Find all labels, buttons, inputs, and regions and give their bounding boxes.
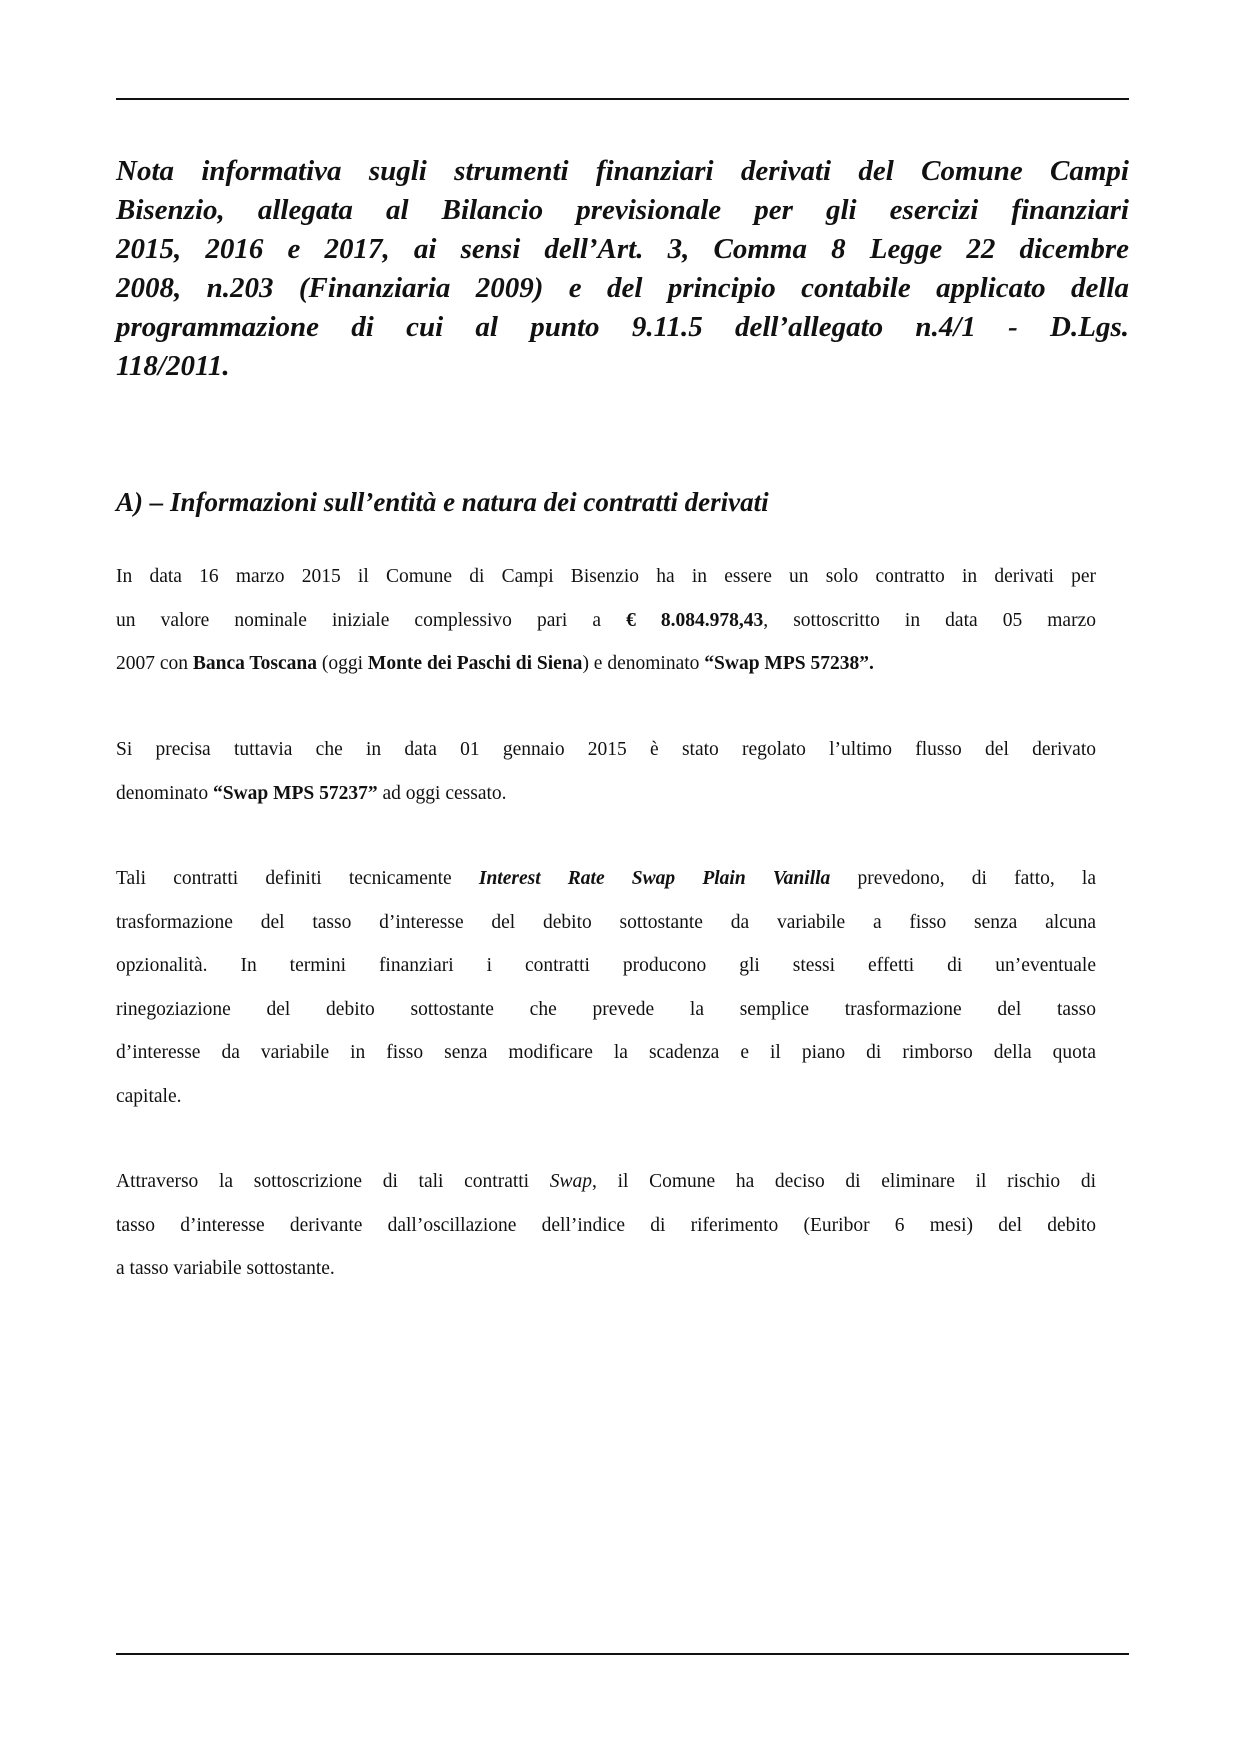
header-rule bbox=[116, 98, 1129, 100]
text-segment: capitale. bbox=[116, 1085, 182, 1107]
text-line bbox=[116, 555, 1096, 599]
title-line: 118/2011. bbox=[116, 350, 230, 382]
text-segment: prevedono, di fatto, la bbox=[830, 868, 1096, 889]
text-line bbox=[116, 1160, 1096, 1204]
footer-rule bbox=[116, 1653, 1129, 1655]
text-segment: d’interesse da variabile in fisso senza modificare la scadenza e il piano di rimborso della quota bbox=[116, 1042, 1096, 1063]
text-segment: (oggi bbox=[317, 653, 368, 674]
text-segment: Tali contratti definiti tecnicamente bbox=[116, 868, 479, 889]
text-line bbox=[116, 944, 1096, 988]
emphasized-text: Interest Rate Swap Plain Vanilla bbox=[478, 868, 831, 889]
title-line: 2015, 2016 e 2017, ai sensi dell’Art. 3, Comma 8 Legge 22 dicembre bbox=[116, 233, 1129, 265]
text-segment: , sottoscritto in data 05 marzo bbox=[763, 609, 1096, 631]
emphasized-text: Banca Toscana bbox=[192, 653, 317, 674]
title-line: 2008, n.203 (Finanziaria 2009) e del principio contabile applicato della bbox=[116, 272, 1129, 304]
text-segment: 2007 con bbox=[116, 653, 193, 674]
emphasized-text: Swap bbox=[549, 1171, 593, 1192]
text-line bbox=[116, 1247, 1096, 1291]
paragraph-expired-swap bbox=[116, 728, 1096, 815]
text-line bbox=[116, 599, 1096, 643]
text-line bbox=[116, 1075, 1096, 1119]
emphasized-text: Monte dei Paschi di Siena bbox=[367, 653, 583, 674]
text-segment: rinegoziazione del debito sottostante che prevede la semplice trasformazione del tasso bbox=[116, 998, 1096, 1020]
text-line bbox=[116, 901, 1096, 945]
paragraph-swap-description bbox=[116, 857, 1096, 1118]
text-segment: un valore nominale iniziale complessivo pari a bbox=[116, 609, 627, 631]
text-segment: Attraverso la sottoscrizione di tali contratti bbox=[116, 1171, 550, 1192]
text-line bbox=[116, 772, 1096, 816]
text-line bbox=[116, 728, 1096, 772]
text-segment: ad oggi cessato. bbox=[377, 782, 507, 804]
title-line: programmazione di cui al punto 9.11.5 dell’allegato n.4/1 - D.Lgs. bbox=[116, 311, 1129, 343]
text-line bbox=[116, 642, 1096, 686]
text-segment: tasso d’interesse derivante dall’oscillazione dell’indice di riferimento (Euribor 6 mesi) del debito bbox=[116, 1214, 1096, 1236]
document-title bbox=[116, 152, 1129, 386]
text-segment: opzionalità. In termini finanziari i contratti producono gli stessi effetti di un’eventuale bbox=[116, 955, 1096, 976]
text-line bbox=[116, 857, 1096, 901]
paragraph-risk-hedging bbox=[116, 1160, 1096, 1291]
title-line: Nota informativa sugli strumenti finanziari derivati del Comune Campi bbox=[116, 155, 1129, 187]
emphasized-text: € 8.084.978,43 bbox=[626, 609, 764, 631]
text-segment: denominato bbox=[116, 782, 213, 804]
text-segment: ) e denominato bbox=[582, 653, 705, 674]
text-segment: trasformazione del tasso d’interesse del debito sottostante da variabile a fisso senza alcuna bbox=[116, 911, 1096, 933]
text-segment: Si precisa tuttavia che in data 01 gennaio 2015 è stato regolato l’ultimo flusso del derivato bbox=[116, 739, 1096, 760]
title-line: Bisenzio, allegata al Bilancio previsionale per gli esercizi finanziari bbox=[116, 194, 1129, 226]
section-heading: A) – Informazioni sull’entità e natura dei contratti derivati bbox=[116, 487, 769, 517]
text-line bbox=[116, 988, 1096, 1032]
paragraph-contract-info bbox=[116, 555, 1096, 686]
text-segment: a tasso variabile sottostante. bbox=[116, 1258, 335, 1279]
text-line bbox=[116, 1204, 1096, 1248]
text-segment: In data 16 marzo 2015 il Comune di Campi Bisenzio ha in essere un solo contratto in derivati per bbox=[116, 566, 1096, 587]
emphasized-text: “Swap MPS 57238”. bbox=[704, 653, 874, 674]
emphasized-text: “Swap MPS 57237” bbox=[212, 782, 378, 804]
text-segment: , il Comune ha deciso di eliminare il rischio di bbox=[592, 1171, 1096, 1192]
text-line bbox=[116, 1031, 1096, 1075]
